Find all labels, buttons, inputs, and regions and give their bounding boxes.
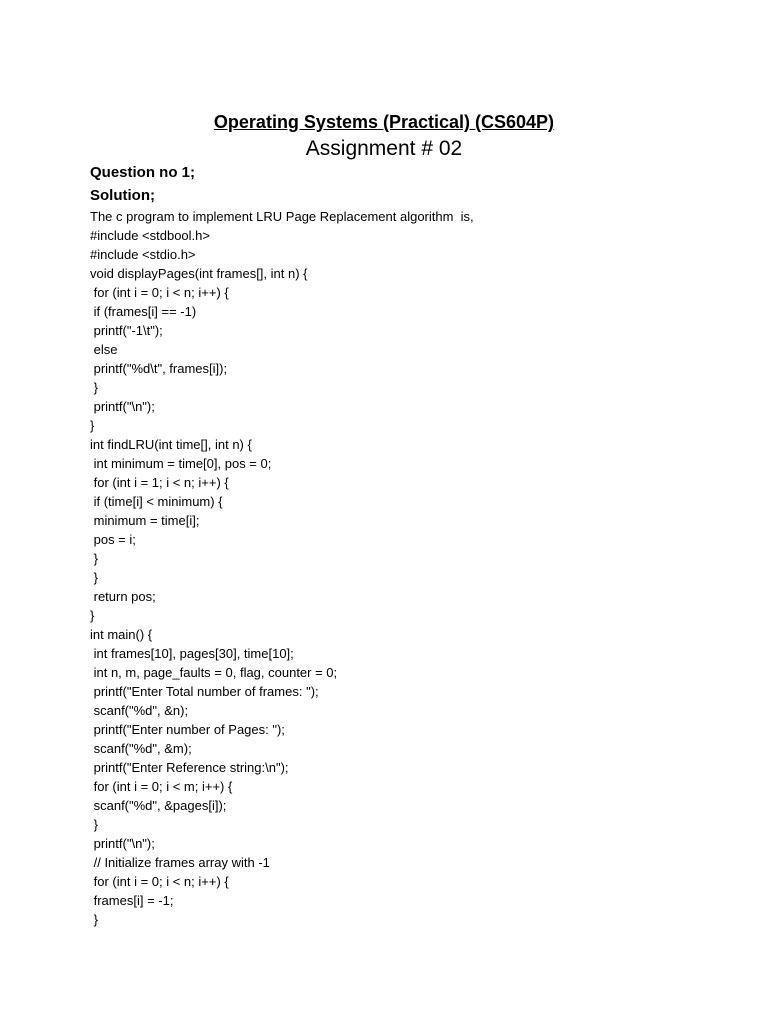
code-line: for (int i = 1; i < n; i++) { — [90, 475, 229, 490]
code-line: int minimum = time[0], pos = 0; — [90, 456, 272, 471]
code-line: frames[i] = -1; — [90, 893, 174, 908]
code-line: if (frames[i] == -1) — [90, 304, 197, 319]
code-line: for (int i = 0; i < n; i++) { — [90, 874, 229, 889]
code-line: #include <stdio.h> — [90, 247, 196, 262]
code-line: int n, m, page_faults = 0, flag, counter = 0; — [90, 665, 338, 680]
code-line: scanf("%d", &m); — [90, 741, 192, 756]
code-line: } — [90, 380, 98, 395]
code-line: pos = i; — [90, 532, 136, 547]
code-line: scanf("%d", &pages[i]); — [90, 798, 227, 813]
code-line: scanf("%d", &n); — [90, 703, 189, 718]
code-line: printf("\n"); — [90, 836, 155, 851]
code-line: int frames[10], pages[30], time[10]; — [90, 646, 294, 661]
code-line: } — [90, 912, 98, 927]
code-line: // Initialize frames array with -1 — [90, 855, 270, 870]
code-line: for (int i = 0; i < n; i++) { — [90, 285, 229, 300]
code-line: printf("%d\t", frames[i]); — [90, 361, 228, 376]
code-line: } — [90, 551, 98, 566]
solution-body — [90, 207, 730, 929]
code-line: printf("Enter Total number of frames: "); — [90, 684, 319, 699]
code-line: if (time[i] < minimum) { — [90, 494, 223, 509]
solution-heading: Solution; — [90, 187, 155, 204]
code-line: printf("Enter number of Pages: "); — [90, 722, 285, 737]
code-line: } — [90, 817, 98, 832]
code-line: } — [90, 418, 95, 433]
code-line: } — [90, 570, 98, 585]
assignment-subtitle: Assignment # 02 — [305, 137, 463, 160]
code-line: else — [90, 342, 118, 357]
intro-text-line: The c program to implement LRU Page Replacement algorithm is, — [90, 209, 474, 224]
code-line: return pos; — [90, 589, 156, 604]
code-line: minimum = time[i]; — [90, 513, 200, 528]
code-line: int findLRU(int time[], int n) { — [90, 437, 252, 452]
code-line: for (int i = 0; i < m; i++) { — [90, 779, 233, 794]
code-line: void displayPages(int frames[], int n) { — [90, 266, 308, 281]
code-line: printf("\n"); — [90, 399, 155, 414]
code-line: int main() { — [90, 627, 153, 642]
code-line: } — [90, 608, 95, 623]
question-heading: Question no 1; — [90, 164, 195, 181]
code-line: printf("Enter Reference string:\n"); — [90, 760, 289, 775]
code-line: #include <stdbool.h> — [90, 228, 210, 243]
code-line: printf("-1\t"); — [90, 323, 163, 338]
document-title: Operating Systems (Practical) (CS604P) — [213, 112, 555, 132]
